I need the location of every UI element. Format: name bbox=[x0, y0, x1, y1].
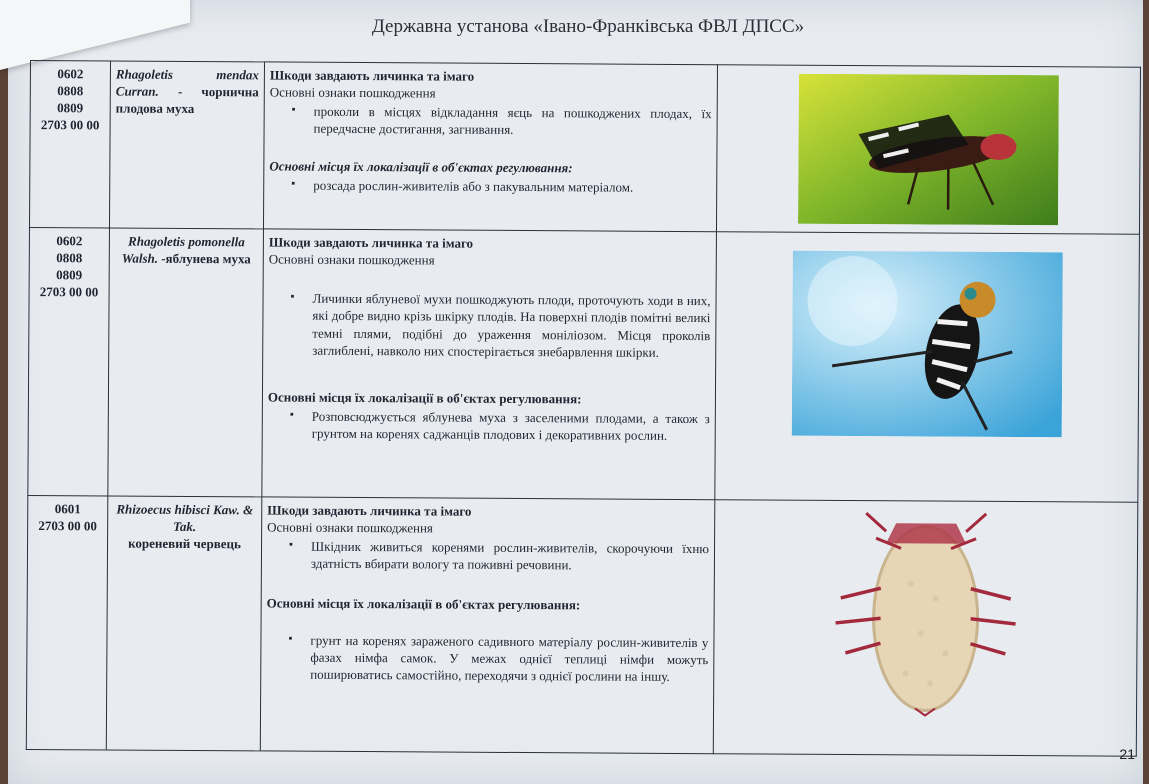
species-common-name: -яблунева муха bbox=[161, 250, 251, 267]
localization-list bbox=[269, 176, 711, 196]
species-latin-name: Rhizoecus hibisci Kaw. & Tak. bbox=[116, 501, 254, 535]
hs-codes-cell bbox=[28, 227, 110, 495]
fruit-fly-photo-icon bbox=[798, 74, 1059, 226]
signs-list bbox=[268, 290, 710, 361]
localization-title: Основні місця їх локалізації в об'єктах регулювання: bbox=[266, 595, 581, 612]
table-row bbox=[29, 61, 1140, 235]
list-item: ▪ розсада рослин-живителів або з пакувальним матеріалом. bbox=[313, 177, 711, 197]
page-header: Державна установа «Івано-Франківська ФВЛ ДПСС» bbox=[371, 16, 805, 37]
photo-cell bbox=[713, 500, 1138, 757]
list-item: ▪ Личинки яблуневої мухи пошкоджують плоди, проточують ходи в них, які добре видно крізь шкірку плодів. На поверхні плодів помітні великі темні плями, подібні до ураження моніліозом. Місця проколів заглиблені, навколо них спостерігається знебарвлення шкірки. bbox=[312, 290, 710, 361]
localization-title: Основні місця їх локалізації в об'єктах регулювання: bbox=[269, 158, 573, 175]
species-cell bbox=[106, 496, 262, 751]
species-cell bbox=[108, 228, 264, 497]
species-latin-name: Rhagoletis pomonella Walsh. bbox=[121, 233, 245, 266]
list-item: ▪ проколи в місцях відкладання яєць на пошкоджених плодах, їх передчасне достигання, загнивання. bbox=[314, 103, 712, 140]
description-cell bbox=[260, 497, 715, 754]
signs-title: Основні ознаки пошкодження bbox=[268, 251, 435, 268]
page-number: 21 bbox=[1119, 746, 1135, 762]
localization-list bbox=[266, 631, 708, 685]
hs-code: 0809 bbox=[57, 100, 84, 116]
damage-title: Шкоди завдають личинка та імаго bbox=[268, 234, 474, 251]
localization-list bbox=[268, 408, 710, 445]
species-cell bbox=[109, 61, 264, 229]
description-cell bbox=[262, 229, 717, 500]
damage-title: Шкоди завдають личинка та імаго bbox=[269, 67, 475, 84]
root-mealybug-photo-icon bbox=[825, 503, 1026, 719]
signs-list bbox=[270, 103, 712, 140]
hs-code: 2703 00 00 bbox=[40, 117, 100, 133]
hs-code: 0808 bbox=[57, 83, 84, 99]
species-latin-name: Rhagoletis mendax Curran. bbox=[115, 66, 259, 99]
species-common-name: кореневий червець bbox=[128, 535, 241, 552]
table-row bbox=[28, 227, 1140, 502]
apple-maggot-fly-photo-icon bbox=[792, 251, 1063, 438]
hs-code: 0808 bbox=[56, 250, 83, 266]
hs-code: 2703 00 00 bbox=[39, 284, 99, 300]
signs-list bbox=[267, 538, 709, 575]
hs-code: 2703 00 00 bbox=[38, 518, 97, 534]
hs-codes-cell bbox=[26, 495, 108, 749]
list-item: ▪ Шкідник живиться коренями рослин-живителів, скорочуючи їхню здатність вбирати вологу та поживні речовини. bbox=[311, 538, 709, 575]
pest-table bbox=[26, 60, 1141, 757]
hs-code: 0602 bbox=[56, 233, 83, 249]
hs-code: 0809 bbox=[56, 267, 83, 283]
photo-cell bbox=[715, 232, 1140, 503]
localization-title: Основні місця їх локалізації в об'єктах регулювання: bbox=[267, 389, 582, 407]
hs-code: 0602 bbox=[57, 66, 84, 82]
photo-cell bbox=[716, 65, 1140, 235]
hs-codes-cell bbox=[29, 61, 110, 228]
species-common-name: - чорнична плодова муха bbox=[115, 84, 259, 117]
description-cell bbox=[263, 62, 717, 232]
signs-title: Основні ознаки пошкодження bbox=[267, 519, 433, 536]
damage-title: Шкоди завдають личинка та імаго bbox=[267, 502, 472, 519]
hs-code: 0601 bbox=[54, 501, 81, 517]
table-row bbox=[26, 495, 1138, 756]
list-item: ▪ Розповсюджується яблунева муха з заселеними плодами, а також з грунтом на коренях саджанців плодових і декоративних рослин. bbox=[312, 408, 710, 445]
list-item: ▪ грунт на коренях зараженого садивного матеріалу рослин-живителів у фазах німфа самок. У межах однієї теплиці німфи можуть поширюватись самостійно, переходячи з однієї рослини на іншу. bbox=[310, 632, 708, 686]
signs-title: Основні ознаки пошкодження bbox=[269, 84, 436, 101]
